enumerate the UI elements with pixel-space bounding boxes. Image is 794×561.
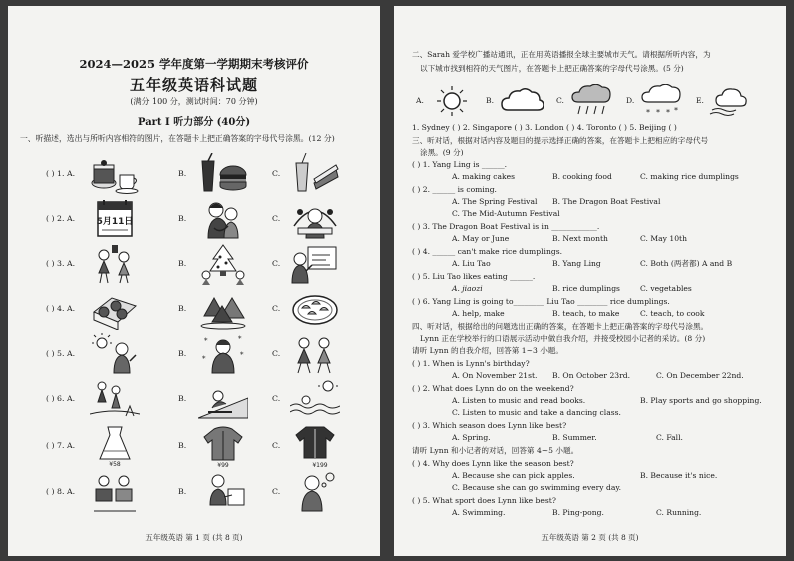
option-c-label: C. [272,259,281,268]
section-2-instructions-line1: 二、Sarah 爱学校广播站通讯，正在用英语播报全球主要城市天气。请根据所听内容，为 [412,50,711,59]
teachers-day-image [290,198,340,240]
q4-3-option-c: C. Fall. [656,433,683,442]
q3-2-option-a: A. The Spring Festival [452,197,538,206]
page-footer: 五年级英语 第 2 页 (共 8 页) [541,533,639,542]
calendar-date-text: 5月11日 [96,217,134,227]
question-row-8 [18,471,368,515]
q4-5-stem: ( ) 5. What sport does Lynn like best? [412,496,556,505]
svg-text:*: * [656,108,660,117]
page-footer: 五年级英语 第 1 页 (共 8 页) [145,533,243,542]
question-row-2 [18,198,368,242]
option-b-label: B. [178,304,187,313]
price-tag-c: ¥199 [312,462,328,467]
section-3-instructions-line1: 三、听对话，根据对话内容及题目的提示选择正确的答案，在答题卡上把相应的字母代号 [412,136,709,145]
weather-options [416,84,766,120]
cloud-icon [500,84,544,118]
q3-5-stem: ( ) 5. Liu Tao likes eating ______. [412,272,536,281]
option-c-label: C. [272,304,281,313]
question-number: ( ) 4. A. [46,304,76,313]
svg-text:*: * [238,335,242,343]
q3-3-option-c: C. May 10th [640,234,687,243]
rice-dumplings-image [198,288,248,330]
section-3-instructions-line2: 涂黑。(9 分) [420,148,464,157]
q3-4-option-c: C. Both (两者都) A and B [640,259,733,268]
q3-4-stem: ( ) 4. ______ can't make rice dumplings. [412,247,563,256]
exam-score-time: (满分 100 分，测试时间：70 分钟) [130,97,258,106]
q4-3-stem: ( ) 3. Which season does Lynn like best? [412,421,567,430]
section-1-instructions: 一、听描述，选出与所听内容相符的图片，在答题卡上把正确答案的字母代号涂黑。(12 分) [20,134,335,143]
question-number: ( ) 1. A. [46,169,76,178]
q3-6-option-c: C. teach, to cook [640,309,705,318]
option-c-label: C. [272,394,281,403]
q3-5-option-c: C. vegetables [640,284,692,293]
q3-2-option-b: B. The Dragon Boat Festival [552,197,661,206]
q3-6-option-a: A. help, make [452,309,505,318]
option-b-label: B. [178,259,187,268]
kid-drawing-image [198,471,248,513]
q3-6-option-b: B. teach, to make [552,309,620,318]
snow-child-image [198,333,248,375]
q3-1-option-a: A. making cakes [452,172,516,181]
q3-3-option-b: B. Next month [552,234,608,243]
question-number: ( ) 8. A. [46,487,76,496]
question-number: ( ) 3. A. [46,259,76,268]
q3-6-stem: ( ) 6. Yang Ling is going to________ Liu Tao ________ rice dumplings. [412,297,670,306]
question-number: ( ) 5. A. [46,349,76,358]
option-b-label: B. [178,214,187,223]
q4-4-option-b: B. Because it's nice. [640,471,718,480]
snow-icon [640,84,684,118]
mooncake-box-image [90,288,140,330]
weather-label-b: B. [486,96,494,105]
question-number: ( ) 6. A. [46,394,76,403]
cities-line: 1. Sydney ( ) 2. Singapore ( ) 3. London ( ) 4. Toronto ( ) 5. Beijing ( ) [412,123,677,132]
q3-2-stem: ( ) 2. ______ is coming. [412,185,497,194]
q4-4-option-c: C. Because she can go swimming every day. [452,483,622,492]
q3-3-stem: ( ) 3. The Dragon Boat Festival is in ____________. [412,222,600,231]
q4-4-stem: ( ) 4. Why does Lynn like the season best? [412,459,574,468]
exam-page-1 [8,6,380,556]
q3-1-option-b: B. cooking food [552,172,612,181]
svg-text:*: * [204,337,208,345]
svg-text:*: * [202,355,206,363]
exam-page-2 [394,6,786,556]
q4-1-option-a: A. On November 21st. [452,371,538,380]
beach-swimming-image [290,378,340,420]
q3-5-option-b: B. rice dumplings [552,284,620,293]
option-c-label: C. [272,214,281,223]
svg-text:*: * [674,106,678,115]
price-tag-b: ¥99 [217,462,229,467]
q3-4-option-a: A. Liu Tao [452,259,491,268]
section-4-instructions-line3: 请听 Lynn 的自我介绍，回答第 1~3 小题。 [412,346,563,355]
q4-3-option-a: A. Spring. [452,433,491,442]
section-4-instructions-line1: 四、听对话，根据给出的问题选出正确的答案，在答题卡上把正确答案的字母代号涂黑。 [412,322,709,331]
christmas-tree-image [198,243,248,285]
q3-1-option-c: C. making rice dumplings [640,172,739,181]
drink-burger-image [198,153,248,195]
mother-child-hug-image [198,198,248,240]
question-row-6 [18,378,368,422]
jacket-price-image [290,425,340,467]
q4-4-option-a: A. Because she can pick apples. [452,471,575,480]
exam-subject-title: 五年级英语科试题 [129,76,258,94]
question-row-5 [18,333,368,377]
option-c-label: C. [272,169,281,178]
sledding-image [198,378,248,420]
dumplings-plate-image [290,288,340,330]
sun-boy-image [90,333,140,375]
weather-label-d: D. [626,96,635,105]
option-b-label: B. [178,394,187,403]
rain-icon [570,84,614,118]
option-c-label: C. [272,349,281,358]
q4-3-option-b: B. Summer. [552,433,597,442]
juice-sandwich-image [290,153,340,195]
section-4-instructions-line2: Lynn 正在学校举行的口语展示活动中做自我介绍，并接受校园小记者的采访。(8 分) [420,334,706,343]
option-b-label: B. [178,487,187,496]
q4-1-option-c: C. On December 22nd. [656,371,744,380]
q3-3-option-a: A. May or June [452,234,510,243]
option-c-label: C. [272,441,281,450]
kids-walking-image [90,378,140,420]
q4-1-stem: ( ) 1. When is Lynn's birthday? [412,359,530,368]
hoodie-price-image [198,425,248,467]
option-b-label: B. [178,441,187,450]
q3-5-option-a: A. jiaozi [452,284,483,293]
svg-text:*: * [666,108,670,117]
q4-5-option-b: B. Ping-pong. [552,508,604,517]
q3-4-option-b: B. Yang Ling [552,259,601,268]
children-lanterns-image [90,243,140,285]
reading-kids-image [90,471,140,513]
question-row-1 [18,153,368,197]
option-b-label: B. [178,349,187,358]
question-number: ( ) 2. A. [46,214,76,223]
section-4-instructions-line4: 请听 Lynn 和小记者的对话，回答第 4~5 小题。 [412,446,579,455]
q4-1-option-b: B. On October 23rd. [552,371,631,380]
q4-2-stem: ( ) 2. What does Lynn do on the weekend? [412,384,574,393]
question-row-7 [18,425,368,469]
svg-text:*: * [646,108,650,117]
exam-year-title: 2024—2025 学年度第一学期期末考核评价 [79,57,309,71]
sun-icon [430,84,474,118]
kids-playing-leaves-image [290,333,340,375]
calendar-image [90,198,140,240]
q4-2-option-b: B. Play sports and go shopping. [640,396,762,405]
section-2-instructions-line2: 以下城市找到相符的天气图片，在答题卡上把正确答案的字母代号涂黑。(5 分) [420,64,684,73]
weather-label-e: E. [696,96,704,105]
greeting-card-image [290,243,340,285]
question-row-3 [18,243,368,287]
price-tag-a: ¥58 [109,461,121,467]
question-number: ( ) 7. A. [46,441,76,450]
q4-2-option-c: C. Listen to music and take a dancing class. [452,408,621,417]
q3-1-stem: ( ) 1. Yang Ling is ______. [412,160,508,169]
q4-2-option-a: A. Listen to music and read books. [452,396,586,405]
option-b-label: B. [178,169,187,178]
windy-cloud-icon [708,84,752,118]
cake-coffee-image [90,153,140,195]
question-row-4 [18,288,368,332]
option-c-label: C. [272,487,281,496]
q3-2-option-c: C. The Mid-Autumn Festival [452,209,560,218]
dress-price-image [90,425,140,467]
q4-5-option-a: A. Swimming. [452,508,506,517]
kid-thinking-image [290,471,340,513]
weather-label-a: A. [416,96,424,105]
weather-label-c: C. [556,96,564,105]
q4-5-option-c: C. Running. [656,508,702,517]
svg-text:*: * [240,351,244,359]
picture-questions [18,153,368,513]
part-1-heading: Part Ⅰ 听力部分 (40分) [137,117,251,128]
